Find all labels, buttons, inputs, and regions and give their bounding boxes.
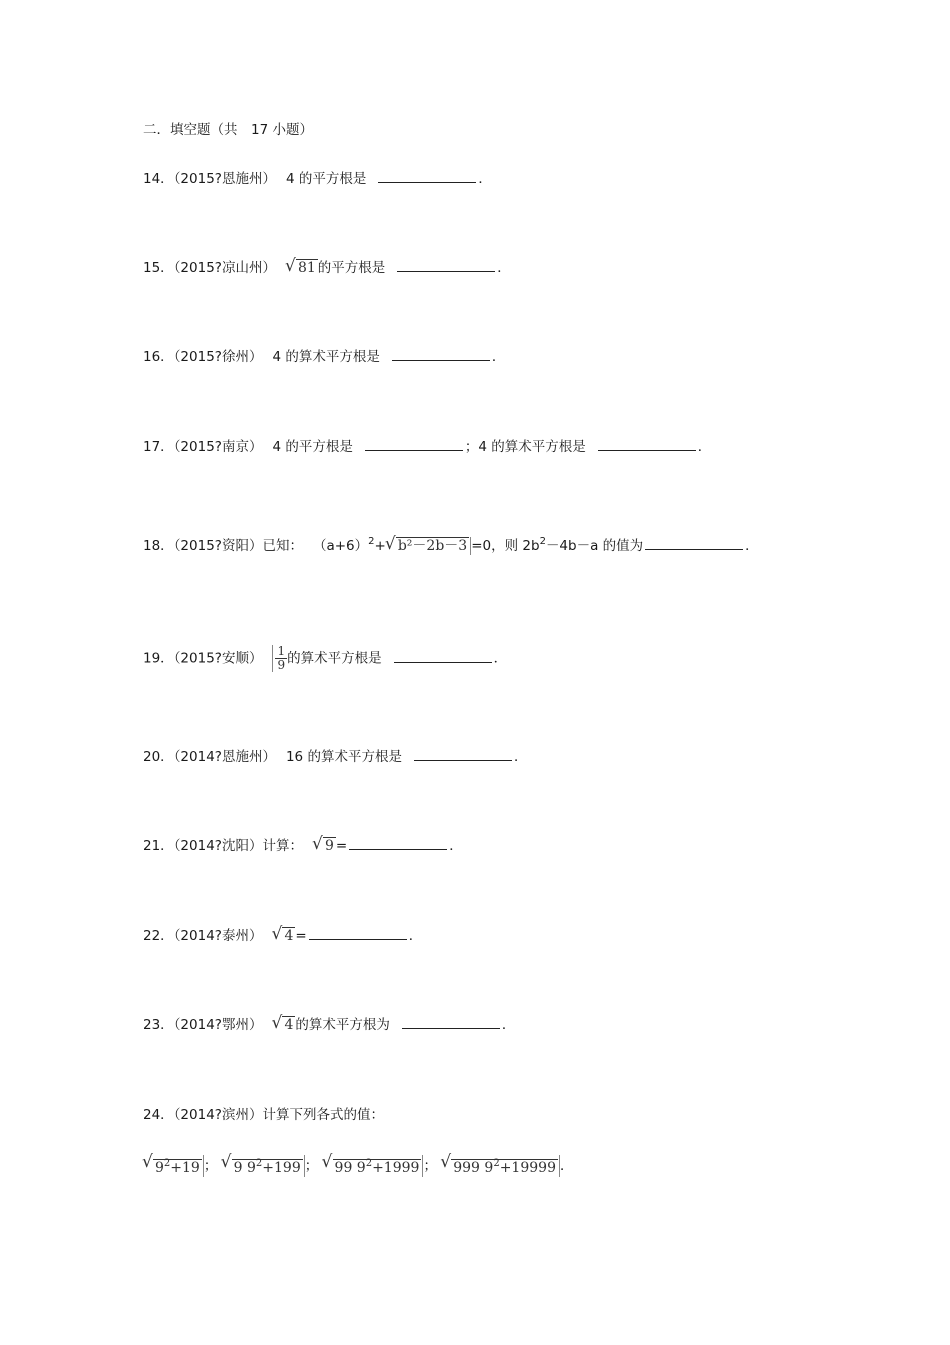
sqrt-4-formula: √ 4 xyxy=(272,927,295,945)
sqrt-b2-2b-3-formula: √ b²－2b－3 xyxy=(386,537,471,555)
question-20: 20．（2014?恩施州） 16 的算术平方根是 ． xyxy=(143,749,528,765)
answer-blank[interactable] xyxy=(598,437,696,451)
question-19: 19．（2015?安顺） $\frac{1}{9}$ 的算术平方根是 ． xyxy=(143,644,508,672)
sqrt-expression-2: √ 9 $9^2+199$ xyxy=(222,1155,305,1177)
answer-blank[interactable] xyxy=(309,926,407,940)
answer-blank[interactable] xyxy=(402,1015,500,1029)
sqrt-expression-1: √ $9^2+19$ xyxy=(143,1155,204,1177)
answer-blank[interactable] xyxy=(378,169,476,183)
answer-blank[interactable] xyxy=(365,437,463,451)
question-16: 16．（2015?徐州） 4 的算术平方根是 ． xyxy=(143,349,506,365)
one-ninth-formula: $\frac{1}{9}$ xyxy=(272,645,287,672)
section-title: 二．填空题（共 17 小题） xyxy=(143,122,313,138)
answer-blank[interactable] xyxy=(397,258,495,272)
sqrt-9-formula: √ 9 xyxy=(313,837,336,855)
question-24-expressions: √ $9^2+19$ ； √ 9 $9^2+199$ ； √ 99 $9^2+1999$ ； √ 999 $9^2+19999$ ． xyxy=(143,1155,573,1177)
question-22: 22．（2014?泰州）√ 4 = ． xyxy=(143,926,422,945)
question-24: 24．（2014?滨州）计算下列各式的值： xyxy=(143,1107,384,1123)
answer-blank[interactable] xyxy=(645,536,743,550)
sqrt-expression-3: √ 99 $9^2+1999$ xyxy=(323,1155,424,1177)
answer-blank[interactable] xyxy=(394,649,492,663)
question-14: 14．（2015?恩施州） 4 的平方根是 ． xyxy=(143,171,492,187)
answer-blank[interactable] xyxy=(349,836,447,850)
sqrt-81-formula: √ 81 xyxy=(286,259,318,277)
sqrt-4-formula: √ 4 xyxy=(272,1016,295,1034)
answer-blank[interactable] xyxy=(392,347,490,361)
question-21: 21．（2014?沈阳）计算：√ 9 = ． xyxy=(143,836,463,855)
question-15: 15．（2015?凉山州）√ 81 的平方根是 ． xyxy=(143,258,511,277)
answer-blank[interactable] xyxy=(414,747,512,761)
question-23: 23．（2014?鄂州）√ 4 的算术平方根为 ． xyxy=(143,1015,515,1034)
question-18: 18．（2015?资阳）已知： $(a+6)^2+√$ b²－2b－3 =0，则 $2b^2-4b-a$ 的值为 ． xyxy=(143,533,759,555)
question-17: 17．（2015?南京） 4 的平方根是 ；4 的算术平方根是 ． xyxy=(143,439,712,455)
sqrt-expression-4: √ 999 $9^2+19999$ xyxy=(441,1155,560,1177)
